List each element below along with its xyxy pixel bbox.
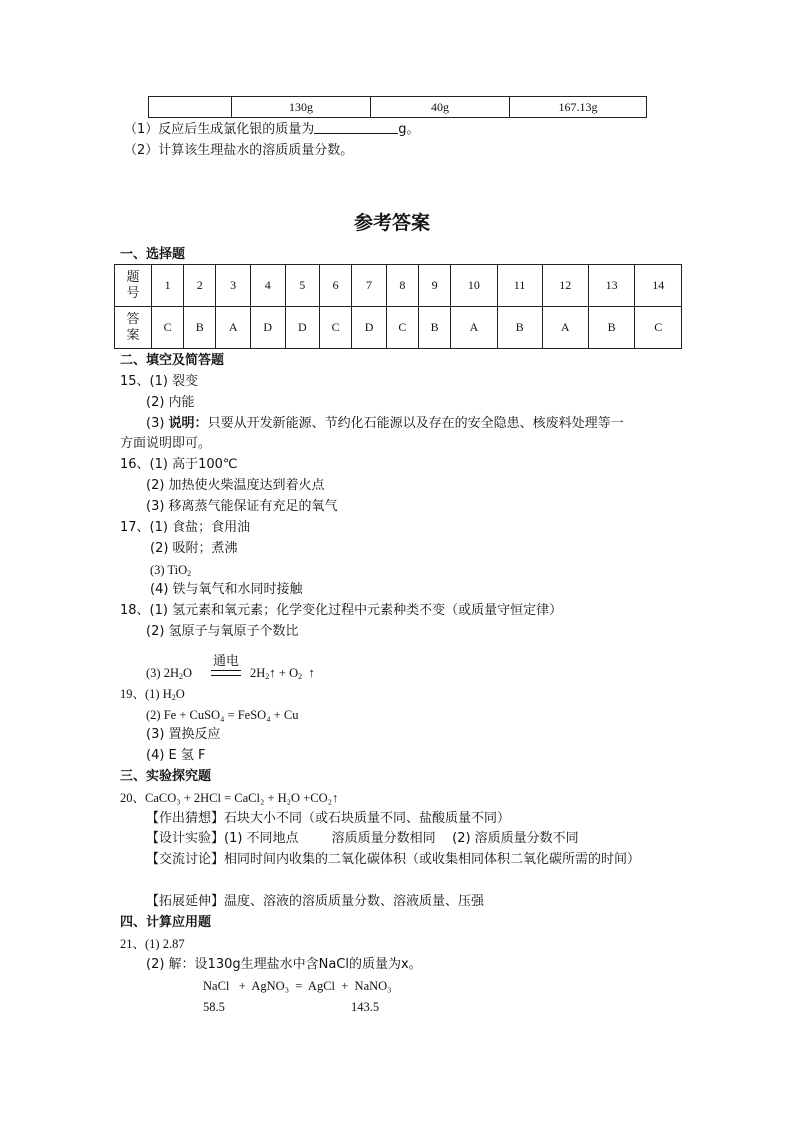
subscript: 2 <box>178 672 183 681</box>
answer-19-1-o: O <box>175 687 185 701</box>
answer-15-3 <box>146 416 624 432</box>
answer-20-guess: 【作出猜想】石块大小不同（或石块质量不同、盐酸质量不同） <box>146 811 511 826</box>
question-number-header <box>115 265 152 307</box>
answer-20-discussion: 【交流讨论】相同时间内收集的二氧化碳体积（或收集相同体积二氧化碳所需的时间） <box>146 852 641 867</box>
answer-cell: D <box>352 307 387 349</box>
section-fill-in: 二、填空及简答题 <box>120 353 225 368</box>
answer-header <box>115 307 152 349</box>
answer-cell: A <box>542 307 588 349</box>
number-cell: 14 <box>635 265 682 307</box>
answer-15-3-cont: 方面说明即可。 <box>120 436 212 451</box>
answer-cell: C <box>320 307 352 349</box>
choice-answer-table <box>114 264 682 349</box>
answer-cell: A <box>216 307 251 349</box>
answer-15-3-text: 只要从开发新能源、节约化石能源以及存在的安全隐患、核废料处理等一 <box>207 416 624 431</box>
number-cell: 2 <box>184 265 216 307</box>
header-char: 案 <box>126 327 140 343</box>
answer-18-2: (2) 氢原子与氧原子个数比 <box>146 624 299 639</box>
answer-15-3-label: 说明： <box>168 416 208 431</box>
answer-20-extension: 【拓展延伸】温度、溶液的溶质质量分数、溶液质量、压强 <box>146 894 485 909</box>
answer-17-3 <box>150 562 191 578</box>
answer-blank <box>314 121 398 134</box>
section-choice: 一、选择题 <box>120 247 186 262</box>
number-cell: 12 <box>542 265 588 307</box>
eq-product-o2: + O <box>275 666 299 680</box>
answer-15-3-num: (3) <box>146 416 169 431</box>
header-char: 答 <box>126 311 140 327</box>
top-table-cell: 130g <box>232 97 371 118</box>
answer-16-1: 16、(1) 高于100℃ <box>120 457 238 472</box>
eq-product-h2: 2H <box>250 666 266 680</box>
answer-19-4: (4) E 氢 F <box>146 748 206 763</box>
eq-reactant-o: O <box>182 666 193 680</box>
answer-cell: B <box>588 307 634 349</box>
top-table-cell: 40g <box>371 97 510 118</box>
number-cell: 6 <box>320 265 352 307</box>
number-cell: 5 <box>285 265 320 307</box>
answer-21-equation: NaCl + AgNO₃ = AgCl + NaNO₃ <box>203 979 392 993</box>
answer-17-2: (2) 吸附；煮沸 <box>150 541 238 556</box>
answer-18-3 <box>146 665 192 681</box>
answer-cell: D <box>285 307 320 349</box>
section-experiment: 三、实验探究题 <box>120 769 212 784</box>
section-calculation: 四、计算应用题 <box>120 915 212 930</box>
answer-21-1: 21、(1) 2.87 <box>120 937 185 951</box>
answer-19-1 <box>120 686 185 702</box>
subscript: 2 <box>265 672 270 681</box>
eq-reactant: (3) 2H <box>146 666 179 680</box>
gas-arrow-icon: ↑ <box>269 665 276 680</box>
answer-17-1: 17、(1) 食盐；食用油 <box>120 520 251 535</box>
subscript: 2 <box>171 693 176 702</box>
answer-cell: B <box>184 307 216 349</box>
number-cell: 9 <box>419 265 451 307</box>
answer-cell: D <box>250 307 285 349</box>
equals-sign <box>211 670 241 676</box>
number-cell: 13 <box>588 265 634 307</box>
number-cell: 10 <box>451 265 497 307</box>
subscript: 2 <box>187 569 192 578</box>
subscript: 2 <box>298 672 303 681</box>
answer-cell: A <box>451 307 497 349</box>
answer-title: 参考答案 <box>354 212 431 234</box>
answer-17-4: (4) 铁与氧气和水同时接触 <box>150 582 303 597</box>
answer-21-2: (2) 解：设130g生理盐水中含NaCl的质量为x。 <box>146 957 422 972</box>
answer-cell: B <box>497 307 542 349</box>
question-1-prefix: （1）反应后生成氯化银的质量为 <box>124 122 315 137</box>
number-cell: 11 <box>497 265 542 307</box>
number-cell: 7 <box>352 265 387 307</box>
answer-18-1: 18、(1) 氢元素和氧元素；化学变化过程中元素种类不变（或质量守恒定律） <box>120 603 563 618</box>
answer-20-design: 【设计实验】(1) 不同地点 溶质质量分数相同 (2) 溶质质量分数不同 <box>146 831 579 846</box>
answer-cell: C <box>386 307 418 349</box>
top-data-table <box>148 96 647 118</box>
question-1-suffix: g。 <box>398 122 420 137</box>
question-2: （2）计算该生理盐水的溶质质量分数。 <box>124 143 354 158</box>
header-char: 题 <box>126 269 140 285</box>
answer-19-3: (3) 置换反应 <box>146 727 221 742</box>
header-char: 号 <box>126 285 140 301</box>
number-cell: 8 <box>386 265 418 307</box>
reaction-condition: 通电 <box>213 654 240 669</box>
answer-19-2: (2) Fe + CuSO₄ = FeSO₄ + Cu <box>146 708 299 722</box>
answer-cell: B <box>419 307 451 349</box>
answer-17-3-text: (3) TiO <box>150 563 188 577</box>
answer-cell: C <box>635 307 682 349</box>
answer-20-equation: 20、CaCO₃ + 2HCl = CaCl₂ + H₂O +CO₂↑ <box>120 791 339 805</box>
gas-arrow-icon: ↑ <box>308 665 315 680</box>
number-cell: 4 <box>250 265 285 307</box>
answer-cell: C <box>152 307 184 349</box>
number-cell: 3 <box>216 265 251 307</box>
answer-19-1-text: 19、(1) H <box>120 687 172 701</box>
answer-15-2: (2) 内能 <box>146 395 195 410</box>
answer-15-1: 15、(1) 裂变 <box>120 374 199 389</box>
answer-21-value-nacl: 58.5 <box>203 1000 225 1014</box>
top-table-cell: 167.13g <box>510 97 647 118</box>
question-1 <box>124 121 420 138</box>
number-cell: 1 <box>152 265 184 307</box>
answer-21-value-agcl: 143.5 <box>351 1000 380 1014</box>
answer-18-3-products <box>250 665 315 681</box>
top-table-cell <box>149 97 232 118</box>
answer-16-3: (3) 移离蒸气能保证有充足的氧气 <box>146 499 338 514</box>
answer-16-2: (2) 加热使火柴温度达到着火点 <box>146 478 325 493</box>
